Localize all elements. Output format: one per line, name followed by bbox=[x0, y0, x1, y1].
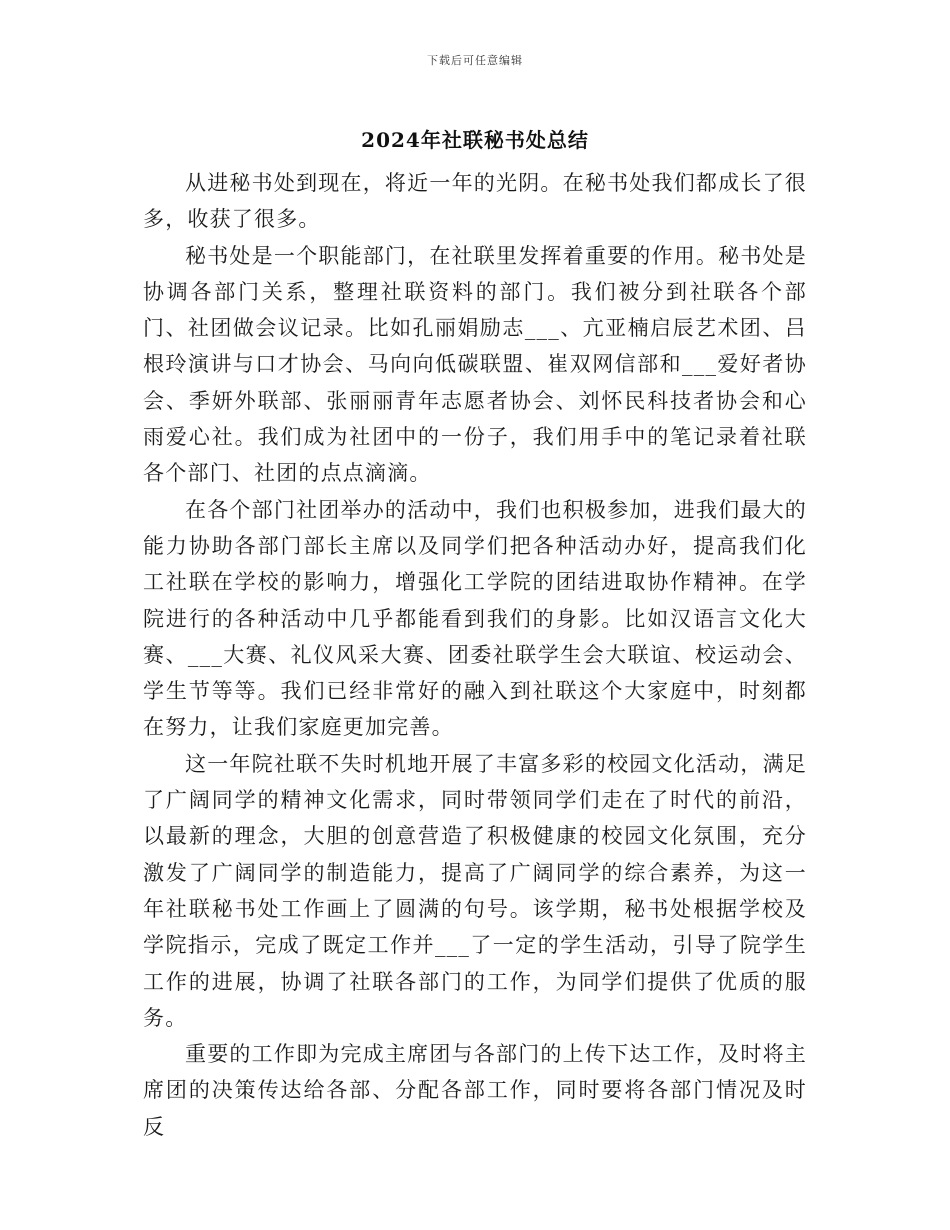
paragraph: 重要的工作即为完成主席团与各部门的上传下达工作，及时将主席团的决策传达给各部、分配各部工作，同时要将各部门情况及时反 bbox=[143, 1042, 807, 1139]
paragraph: 从进秘书处到现在，将近一年的光阴。在秘书处我们都成长了很多，收获了很多。 bbox=[143, 171, 807, 232]
paragraph: 秘书处是一个职能部门，在社联里发挥着重要的作用。秘书处是协调各部门关系，整理社联资料的部门。我们被分到社联各个部门、社团做会议记录。比如孔丽娟励志___、亢亚楠启辰艺术团、吕根玲演讲与口才协会、马向向低碳联盟、崔双网信部和___爱好者协会、季妍外联部、张丽丽青年志愿者协会、刘怀民科技者协会和心雨爱心社。我们成为社团中的一份子，我们用手中的笔记录着社联各个部门、社团的点点滴滴。 bbox=[143, 243, 807, 486]
paragraph: 在各个部门社团举办的活动中，我们也积极参加，进我们最大的能力协助各部门部长主席以及同学们把各种活动办好，提高我们化工社联在学校的影响力，增强化工学院的团结进取协作精神。在学院进行的各种活动中几乎都能看到我们的身影。比如汉语言文化大赛、___大赛、礼仪风采大赛、团委社联学生会大联谊、校运动会、学生节等等。我们已经非常好的融入到社联这个大家庭中，时刻都在努力，让我们家庭更加完善。 bbox=[143, 497, 807, 740]
paragraph: 这一年院社联不失时机地开展了丰富多彩的校园文化活动，满足了广阔同学的精神文化需求，同时带领同学们走在了时代的前沿，以最新的理念，大胆的创意营造了积极健康的校园文化氛围，充分激发了广阔同学的制造能力，提高了广阔同学的综合素养，为这一年社联秘书处工作画上了圆满的句号。该学期，秘书处根据学校及学院指示，完成了既定工作并___了一定的学生活动，引导了院学生工作的进展，协调了社联各部门的工作，为同学们提供了优质的服务。 bbox=[143, 751, 807, 1030]
header-note: 下载后可任意编辑 bbox=[427, 54, 523, 67]
document-body bbox=[143, 165, 807, 1145]
document-title: 2024年社联秘书处总结 bbox=[361, 128, 589, 152]
